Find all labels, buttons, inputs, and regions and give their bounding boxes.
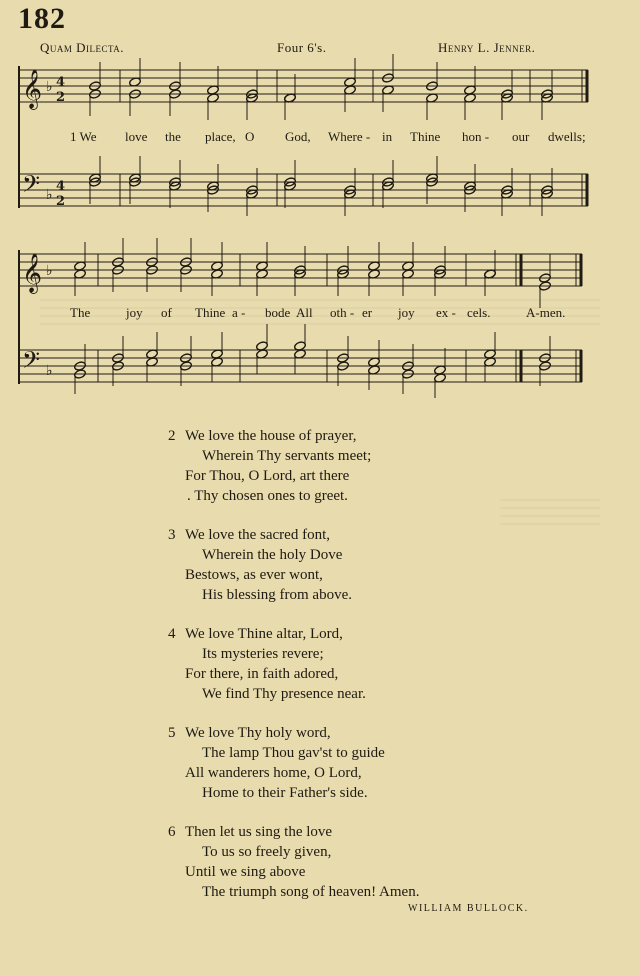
lyric-syllable: A-men. bbox=[526, 305, 566, 320]
tune-name: Quam Dilecta. bbox=[40, 40, 125, 55]
lyric-syllable: bode bbox=[265, 305, 291, 320]
lyric-syllable: love bbox=[125, 129, 148, 144]
lyric-syllable: God, bbox=[285, 129, 311, 144]
svg-text:𝄢: 𝄢 bbox=[22, 346, 41, 379]
svg-text:♭: ♭ bbox=[46, 79, 53, 95]
verse-line: All wanderers home, O Lord, bbox=[185, 765, 362, 781]
verse-line: Bestows, as ever wont, bbox=[185, 567, 323, 583]
verse-line: Its mysteries revere; bbox=[202, 646, 324, 662]
verse-line: We love Thy holy word, bbox=[185, 725, 331, 741]
author-name: WILLIAM BULLOCK. bbox=[408, 903, 529, 914]
time-sig-upper: 4 bbox=[56, 75, 66, 90]
lyric-syllable: cels. bbox=[467, 305, 491, 320]
verse-line: For there, in faith adored, bbox=[185, 666, 339, 682]
verse-line: We find Thy presence near. bbox=[202, 686, 366, 702]
svg-text:𝄢: 𝄢 bbox=[22, 170, 41, 203]
verse-line: Wherein the holy Dove bbox=[202, 547, 343, 563]
meter: Four 6's. bbox=[277, 40, 327, 55]
svg-text:♭: ♭ bbox=[46, 263, 53, 279]
lyric-syllable: joy bbox=[126, 305, 143, 320]
lyric-syllable: Where - bbox=[328, 129, 371, 144]
svg-text:4: 4 bbox=[56, 179, 66, 194]
lyric-syllable: oth - bbox=[330, 305, 355, 320]
svg-text:𝄞: 𝄞 bbox=[22, 253, 43, 293]
lyric-syllable: All bbox=[296, 305, 313, 320]
verse-number: 4 bbox=[168, 626, 176, 642]
lyric-syllable: dwells; bbox=[548, 129, 586, 144]
lyric-syllable: the bbox=[165, 129, 181, 144]
lyric-syllable: joy bbox=[398, 305, 415, 320]
lyric-syllable: our bbox=[512, 129, 530, 144]
verse-line: Then let us sing the love bbox=[185, 824, 333, 840]
verse-line: His blessing from above. bbox=[202, 587, 352, 603]
verse-number: 3 bbox=[168, 527, 176, 543]
lyric-syllable: Thine bbox=[195, 305, 226, 320]
lyric-syllable: er bbox=[362, 305, 373, 320]
composer-name: Henry L. Jenner. bbox=[438, 40, 536, 55]
lyric-syllable: a - bbox=[232, 305, 246, 320]
lyric-syllable: The bbox=[70, 305, 91, 320]
svg-text:♭: ♭ bbox=[46, 187, 53, 203]
verse-line: The lamp Thou gav'st to guide bbox=[202, 745, 385, 761]
verse-line: Wherein Thy servants meet; bbox=[202, 448, 372, 464]
svg-text:𝄞: 𝄞 bbox=[22, 69, 43, 109]
verse-line: Until we sing above bbox=[185, 864, 306, 880]
lyric-syllable: 1 We bbox=[70, 129, 97, 144]
verse-line: For Thou, O Lord, art there bbox=[185, 468, 350, 484]
verse-number: 5 bbox=[168, 725, 176, 741]
verse-line: Home to their Father's side. bbox=[202, 785, 368, 801]
verse-line: We love the house of prayer, bbox=[185, 428, 357, 444]
lyric-syllable: Thine bbox=[410, 129, 441, 144]
verse-number: 6 bbox=[168, 824, 176, 840]
notes bbox=[74, 54, 554, 398]
svg-text:♭: ♭ bbox=[46, 363, 53, 379]
svg-text:2: 2 bbox=[56, 194, 66, 209]
lyric-syllable: place, bbox=[205, 129, 236, 144]
time-sig-lower: 2 bbox=[56, 90, 66, 105]
hymn-number: 182 bbox=[18, 2, 66, 35]
verse-line: The triumph song of heaven! Amen. bbox=[202, 884, 420, 900]
verse-number: 2 bbox=[168, 428, 176, 444]
lyric-syllable: hon - bbox=[462, 129, 490, 144]
lyric-syllable: in bbox=[382, 129, 393, 144]
verse-line: We love Thine altar, Lord, bbox=[185, 626, 343, 642]
lyric-syllable: O bbox=[245, 129, 255, 144]
verse-line: To us so freely given, bbox=[202, 844, 332, 860]
verse-line: . Thy chosen ones to greet. bbox=[187, 488, 348, 504]
music-score bbox=[0, 0, 640, 400]
lyric-syllable: ex - bbox=[436, 305, 456, 320]
lyric-syllable: of bbox=[161, 305, 172, 320]
verse-line: We love the sacred font, bbox=[185, 527, 330, 543]
